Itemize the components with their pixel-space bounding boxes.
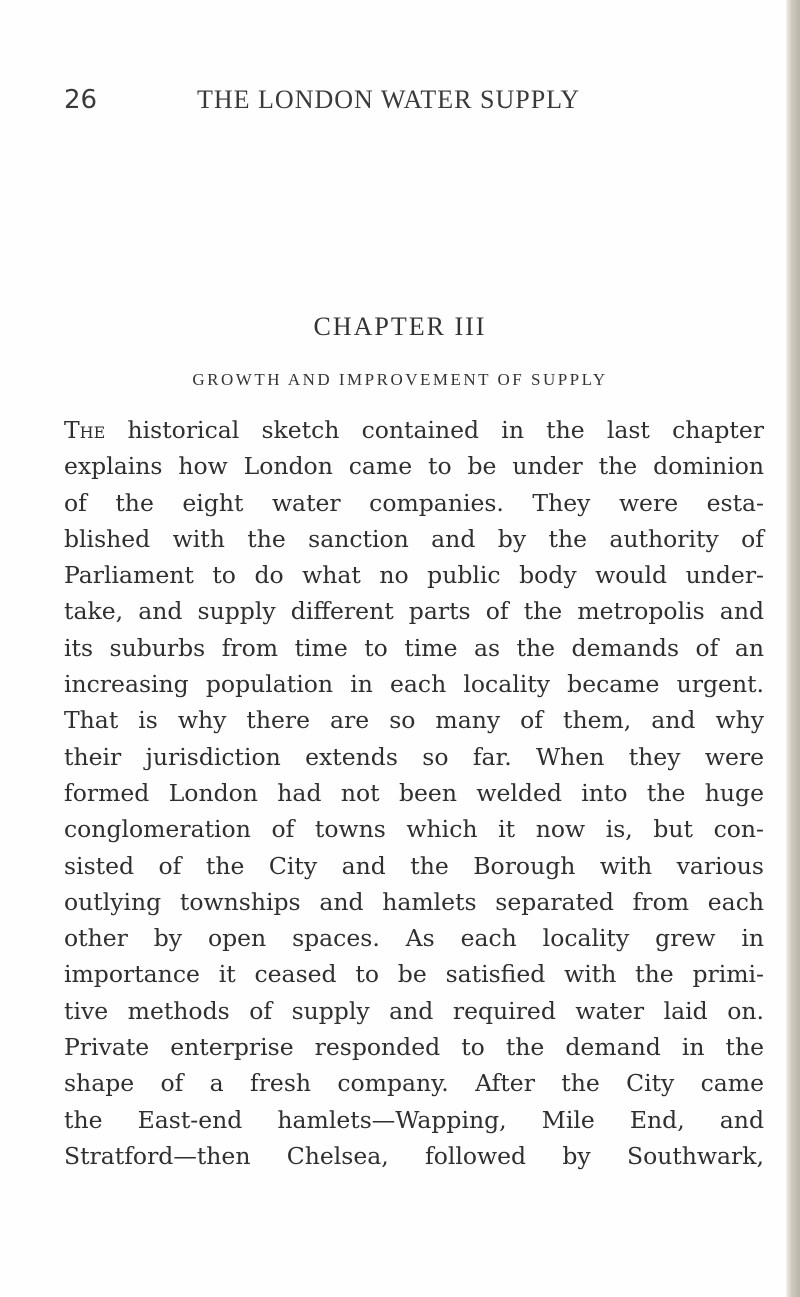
body-line: outlying townships and hamlets separated from each bbox=[64, 887, 764, 916]
body-line: sisted of the City and the Borough with various bbox=[64, 851, 764, 880]
body-line: importance it ceased to be satisfied with the primi- bbox=[64, 960, 764, 989]
lead-word: The bbox=[64, 416, 106, 444]
body-line: That is why there are so many of them, and why bbox=[64, 706, 764, 735]
body-line bbox=[64, 412, 764, 448]
running-title: THE LONDON WATER SUPPLY bbox=[197, 85, 581, 114]
chapter-title: CHAPTER III bbox=[313, 312, 487, 341]
body-line: take, and supply different parts of the metropolis and bbox=[64, 597, 764, 626]
body-line: explains how London came to be under the dominion bbox=[64, 452, 764, 481]
running-head bbox=[0, 85, 800, 125]
page-number: 26 bbox=[64, 85, 98, 115]
body-line-text: historical sketch contained in the last chapter bbox=[105, 416, 764, 444]
body-line: increasing population in each locality became urgent. bbox=[64, 670, 764, 699]
body-line: of the eight water companies. They were esta- bbox=[64, 488, 764, 517]
body-line: blished with the sanction and by the authority of bbox=[64, 524, 764, 553]
body-line: Private enterprise responded to the demand in the bbox=[64, 1033, 764, 1062]
body-line: Parliament to do what no public body would under- bbox=[64, 561, 764, 590]
body-line: the East-end hamlets—Wapping, Mile End, and bbox=[64, 1105, 764, 1134]
body-line: formed London had not been welded into the huge bbox=[64, 778, 764, 807]
body-line: shape of a fresh company. After the City came bbox=[64, 1069, 764, 1098]
body-line: other by open spaces. As each locality grew in bbox=[64, 924, 764, 953]
body-line: Stratford—then Chelsea, followed by Southwark, bbox=[64, 1141, 764, 1170]
body-text bbox=[64, 412, 764, 1174]
body-line: their jurisdiction extends so far. When they were bbox=[64, 742, 764, 771]
body-line: its suburbs from time to time as the demands of an bbox=[64, 633, 764, 662]
body-line: conglomeration of towns which it now is, but con- bbox=[64, 815, 764, 844]
page-edge bbox=[786, 0, 800, 1297]
chapter-subtitle: GROWTH AND IMPROVEMENT OF SUPPLY bbox=[192, 370, 608, 389]
body-line: tive methods of supply and required water laid on. bbox=[64, 996, 764, 1025]
